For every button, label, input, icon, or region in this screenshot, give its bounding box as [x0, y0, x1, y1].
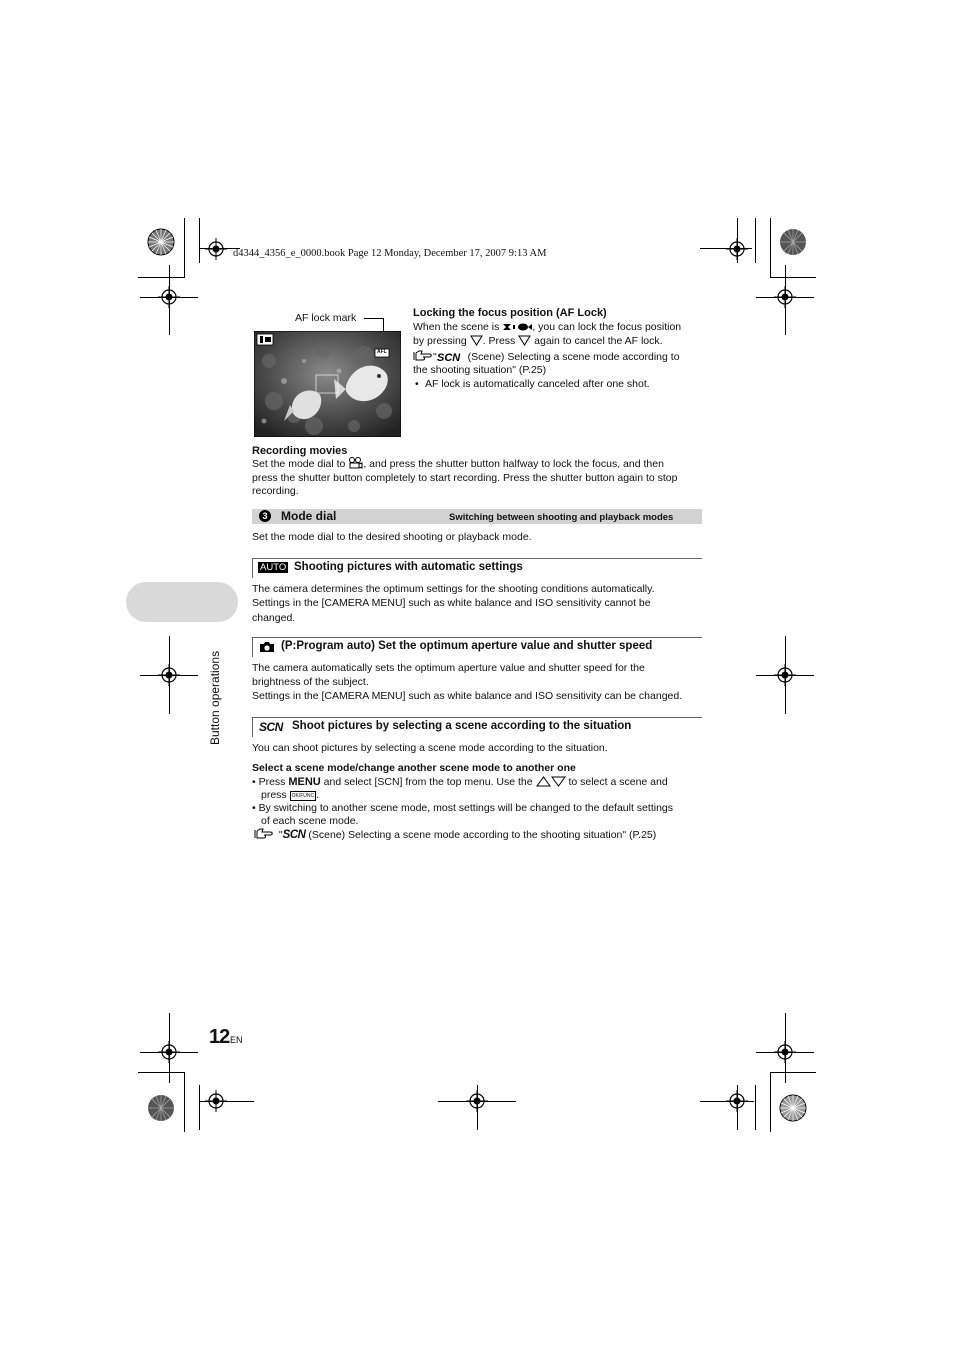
scn-subtitle: Select a scene mode/change another scene mode to another one: [252, 762, 576, 774]
scn-mode-badge: SCN: [259, 720, 283, 734]
pointing-hand-icon: [413, 350, 433, 362]
starburst-target-icon: [147, 228, 175, 256]
af-lock-title: Locking the focus position (AF Lock): [413, 307, 607, 319]
recording-line-3: recording.: [252, 485, 299, 497]
up-down-arrows-icon: [536, 776, 566, 787]
mode-dial-body: Set the mode dial to the desired shooting or playback mode.: [252, 531, 532, 543]
registration-mark-icon: [774, 286, 796, 308]
auto-section-title: Shooting pictures with automatic settings: [294, 561, 523, 573]
starburst-target-icon: [779, 1094, 807, 1122]
registration-mark-icon: [158, 1041, 180, 1063]
list-item: • AF lock is automatically canceled after one shot.: [415, 377, 650, 391]
program-line-1: The camera automatically sets the optimum aperture value and shutter speed for the: [252, 662, 645, 674]
section-divider: [252, 717, 253, 737]
af-lock-line-1: When the scene is , you can lock the focus position: [413, 321, 682, 333]
mode-dial-title: Mode dial: [281, 509, 337, 523]
section-side-label: Button operations: [208, 650, 222, 745]
auto-mode-badge: AUTO: [260, 562, 287, 573]
program-section-title: (P:Program auto) Set the optimum aperture value and shutter speed: [281, 640, 653, 652]
callout-leader-line: [364, 318, 383, 319]
recording-line-2: press the shutter button completely to start recording. Press the shutter button again to stop: [252, 472, 678, 484]
registration-mark-icon: [726, 1090, 748, 1112]
starburst-target-icon: [147, 1094, 175, 1122]
auto-line-1: The camera determines the optimum settings for the shooting conditions automatically.: [252, 583, 655, 595]
scn-bullet-1-line-2: press OK/FUNC .: [261, 789, 320, 801]
registration-mark-icon: [158, 286, 180, 308]
starburst-target-icon: [779, 228, 807, 256]
svg-text:SCN: SCN: [436, 352, 460, 362]
menu-button-label: MENU: [288, 776, 321, 788]
chapter-tab: [126, 582, 238, 622]
registration-mark-icon: [726, 238, 748, 260]
down-arrow-icon: [518, 335, 531, 346]
scn-reference: "SCN (Scene) Selecting a scene mode according to the shooting situation" (P.25): [254, 828, 656, 842]
section-number-badge: 3: [259, 510, 271, 522]
section-divider: [252, 637, 702, 638]
scn-mode-icon: [437, 351, 465, 362]
scn-body: You can shoot pictures by selecting a scene mode according to the situation.: [252, 742, 608, 754]
section-divider: [252, 637, 253, 657]
af-lock-reference: " SCN (Scene) Selecting a scene mode according to: [413, 350, 680, 364]
registration-mark-icon: [774, 1041, 796, 1063]
scn-bullet-2: • By switching to another scene mode, most settings will be changed to the default settings: [252, 802, 673, 814]
down-arrow-icon: [470, 335, 483, 346]
af-lock-line-2: by pressing . Press again to cancel the AF lock.: [413, 335, 663, 347]
auto-line-3: changed.: [252, 612, 296, 624]
scn-mode-badge: SCN: [282, 829, 306, 841]
scn-bullet-1: • Press MENU and select [SCN] from the top menu. Use the to select a scene and: [252, 776, 668, 788]
af-lock-bullet-list: [415, 377, 650, 391]
camera-lcd-photo: [254, 331, 401, 437]
language-code: EN: [230, 1035, 243, 1045]
registration-mark-icon: [158, 664, 180, 686]
registration-mark-icon: [774, 664, 796, 686]
program-line-3: Settings in the [CAMERA MENU] such as white balance and ISO sensitivity can be changed.: [252, 690, 683, 702]
scene-underwater-icons: [502, 322, 532, 332]
afl-badge: AFL: [377, 349, 387, 355]
recording-movies-title: Recording movies: [252, 445, 348, 457]
mode-dial-subtitle: Switching between shooting and playback modes: [449, 512, 674, 523]
registration-mark-icon: [205, 1090, 227, 1112]
camera-icon: [259, 641, 275, 653]
section-divider: [252, 558, 702, 559]
registration-mark-icon: [205, 238, 227, 260]
pointing-hand-icon: [254, 828, 276, 840]
section-divider: [252, 558, 253, 578]
recording-line-1: Set the mode dial to , and press the shutter button halfway to lock the focus, and then: [252, 458, 664, 470]
scn-bullet-2-line-2: of each scene mode.: [261, 815, 359, 827]
file-info-header: d4344_4356_e_0000.book Page 12 Monday, December 17, 2007 9:13 AM: [233, 248, 547, 259]
af-lock-callout-label: AF lock mark: [295, 312, 357, 324]
ok-func-button-icon: OK/FUNC: [291, 793, 315, 799]
movie-camera-icon: [348, 457, 363, 469]
registration-mark-icon: [466, 1090, 488, 1112]
section-divider: [252, 717, 702, 718]
auto-line-2: Settings in the [CAMERA MENU] such as white balance and ISO sensitivity cannot be: [252, 597, 651, 609]
page-number: 12: [209, 1026, 230, 1048]
scn-section-title: Shoot pictures by selecting a scene according to the situation: [292, 720, 632, 732]
program-line-2: brightness of the subject.: [252, 676, 369, 688]
af-lock-reference-line-2: the shooting situation" (P.25): [413, 364, 547, 376]
